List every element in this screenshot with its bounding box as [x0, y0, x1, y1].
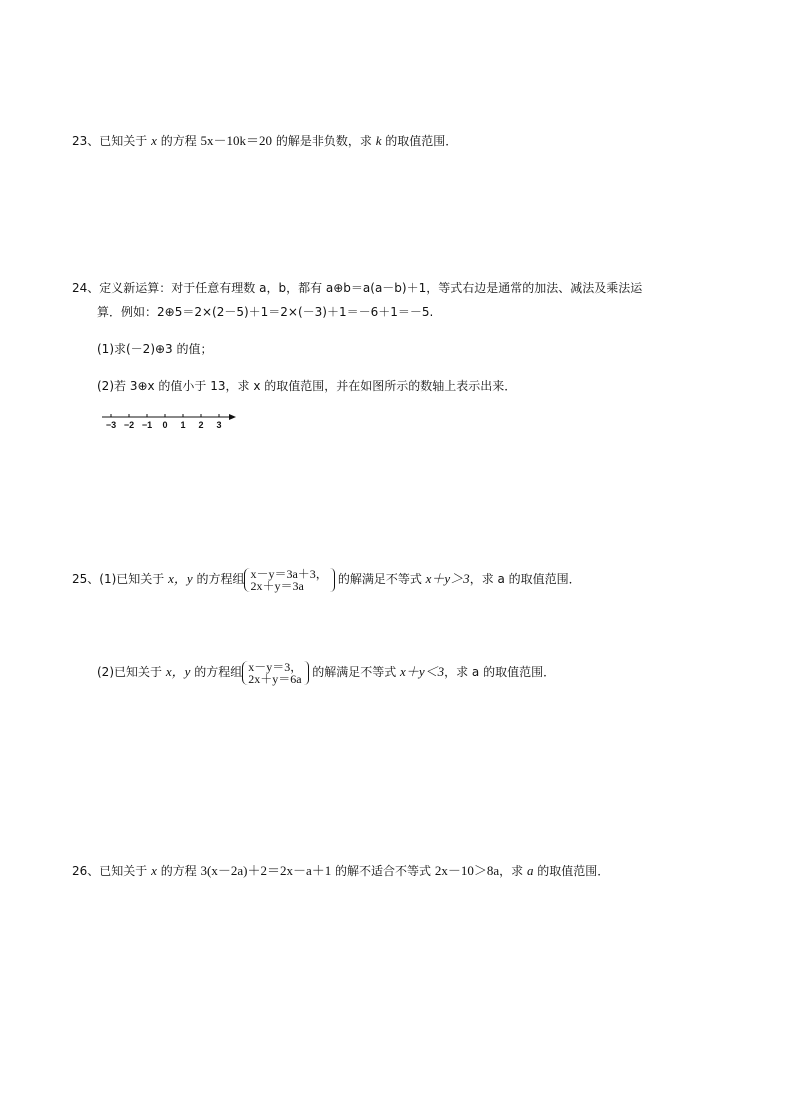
question-24-line1	[72, 279, 642, 296]
arrow-icon	[229, 414, 236, 420]
number-line	[98, 410, 243, 432]
variable: x	[151, 863, 157, 878]
question-text: ，求	[499, 864, 527, 878]
left-brace	[244, 568, 250, 592]
equation-row: x－y＝3a＋3，	[250, 566, 328, 581]
inequality: x＋y＜3	[400, 664, 445, 679]
question-number: 24、	[72, 281, 100, 295]
question-26	[72, 860, 609, 879]
question-text: 已知关于	[99, 864, 152, 878]
question-text: (2)若 3⊕x 的值小于 13，求 x 的取值范围，并在如图所示的数轴上表示出来．	[97, 379, 517, 393]
equation-system	[244, 568, 337, 592]
equation-system	[242, 661, 312, 685]
question-text: ，求 a 的取值范围．	[469, 572, 581, 586]
question-text: (1)求(－2)⊕3 的值；	[97, 342, 213, 356]
question-number: 23、	[72, 134, 100, 148]
left-brace	[242, 661, 248, 685]
question-text: 的解满足不等式	[312, 665, 401, 679]
variables: x，y	[165, 664, 191, 679]
tick-label: 1	[180, 420, 186, 430]
question-text: 的方程组	[190, 665, 243, 679]
variables: x，y	[168, 571, 193, 586]
tick-label: 3	[216, 420, 222, 430]
question-text: 的取值范围．	[533, 864, 610, 878]
equation: 3(x－2a)＋2＝2x－a＋1	[200, 863, 332, 878]
question-text: 的方程	[156, 134, 201, 148]
equation-row: 2x＋y＝6a	[248, 671, 302, 686]
question-24-line2	[97, 303, 433, 320]
right-brace	[330, 568, 335, 592]
equation: 5x－10k＝20	[200, 133, 273, 148]
question-text: ，求 a 的取值范围．	[444, 665, 556, 679]
question-25-part2	[97, 660, 555, 685]
question-24-part2	[97, 377, 516, 394]
variable: a	[526, 863, 534, 878]
equation-row: 2x＋y＝3a	[250, 578, 304, 593]
tick-label: −1	[141, 420, 153, 430]
tick-label: 2	[198, 420, 204, 430]
question-text: 的取值范围．	[381, 134, 458, 148]
question-number: 25、	[72, 572, 100, 586]
variable: x	[151, 133, 157, 148]
question-text: 的方程组	[192, 572, 245, 586]
inequality: x＋y＞3	[425, 571, 470, 586]
question-text: 已知关于	[99, 134, 152, 148]
tick-label: −2	[123, 420, 135, 430]
right-brace	[304, 661, 309, 685]
tick-label: −3	[105, 420, 117, 430]
question-25-part1	[72, 567, 581, 592]
question-text: (2)已知关于	[97, 665, 166, 679]
question-text: 的解不适合不等式	[331, 864, 435, 878]
question-text: 的方程	[156, 864, 201, 878]
equation-row: x－y＝3，	[248, 659, 303, 674]
tick-label: 0	[162, 420, 168, 430]
question-text: 的解满足不等式	[337, 572, 426, 586]
variable: k	[375, 133, 382, 148]
question-text: 算．例如：2⊕5＝2×(2－5)＋1＝2×(－3)＋1＝－6＋1＝－5.	[97, 305, 434, 319]
question-text: 的解是非负数，求	[272, 134, 376, 148]
inequality: 2x－10＞8a	[434, 863, 500, 878]
question-text: 定义新运算：对于任意有理数 a，b，都有 a⊕b＝a(a－b)＋1，等式右边是通常的加法、减法及乘法运	[99, 281, 643, 295]
question-24-part1	[97, 340, 213, 357]
question-number: 26、	[72, 864, 100, 878]
question-23	[72, 130, 457, 149]
question-text: (1)已知关于	[99, 572, 169, 586]
